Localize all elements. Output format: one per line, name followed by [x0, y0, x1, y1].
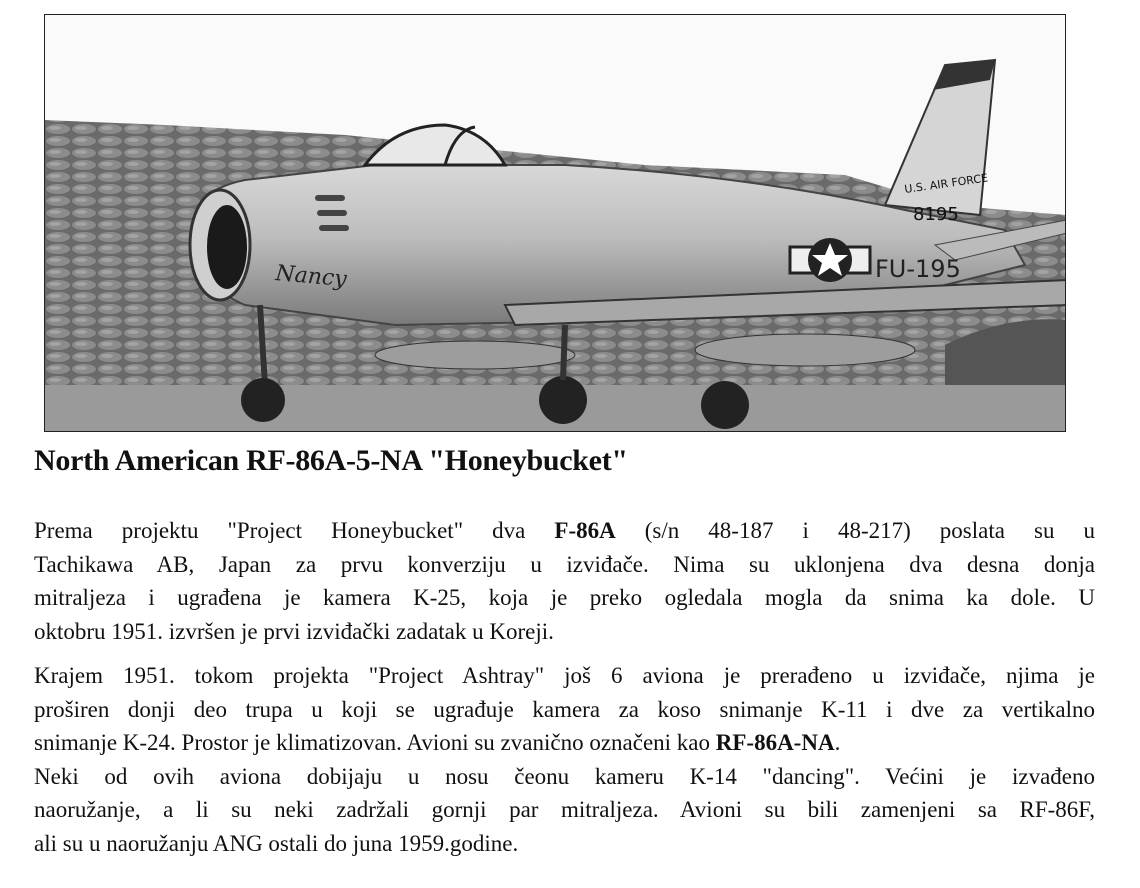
- paragraph-project-honeybucket: [34, 514, 1095, 648]
- paragraph-project-ashtray: [34, 659, 1095, 860]
- text-segment: (s/n 48-187 i 48-217) poslata su u: [615, 518, 1095, 543]
- bold-designation: RF-86A-NA: [715, 730, 835, 755]
- nose-art: Nancy: [274, 261, 348, 293]
- buzz-number: FU-195: [875, 255, 961, 283]
- text-line: ali su u naoružanju ANG ostali do juna 1959.godine.: [34, 830, 519, 856]
- text-line: Krajem 1951. tokom projekta "Project Ashtray" još 6 aviona je prerađeno u izviđače, njima je: [34, 663, 1095, 688]
- bold-designation: F-86A: [554, 518, 616, 543]
- rf-86a-photo-illustration: [45, 15, 1066, 432]
- aircraft-photo: [44, 14, 1066, 432]
- text-line: proširen donji deo trupa u koji se ugrađuje kamera za koso snimanje K-11 i dve za vertikalno: [34, 696, 1095, 722]
- tail-marking: U.S. AIR FORCE: [903, 171, 989, 196]
- text-line: Tachikawa AB, Japan za prvu konverziju u izviđače. Nima su uklonjena dva desna donja: [34, 551, 1095, 577]
- text-line: naoružanje, a li su neki zadržali gornji par mitraljeza. Avioni su bili zamenjeni sa RF-86F,: [34, 797, 1095, 822]
- nose-wheel: [241, 378, 285, 422]
- tail-serial: 8195: [913, 204, 959, 225]
- text-segment: snimanje K-24. Prostor je klimatizovan. Avioni su zvanično označeni kao: [34, 730, 716, 755]
- text-segment: Prema projektu "Project Honeybucket" dva: [34, 518, 555, 543]
- text-line: mitraljeza i ugrađena je kamera K-25, koja je preko ogledala mogla da snima ka dole. U: [34, 585, 1095, 610]
- text-line: [34, 726, 1095, 760]
- text-line: oktobru 1951. izvršen je prvi izviđački zadatak u Koreji.: [34, 618, 554, 644]
- text-segment: .: [834, 730, 841, 755]
- page-title: North American RF-86A-5-NA "Honeybucket": [34, 444, 628, 477]
- drop-tank: [375, 341, 575, 369]
- text-line: [34, 514, 1095, 548]
- text-line: Neki od ovih aviona dobijaju u nosu čeonu kameru K-14 "dancing". Većini je izvađeno: [34, 763, 1095, 789]
